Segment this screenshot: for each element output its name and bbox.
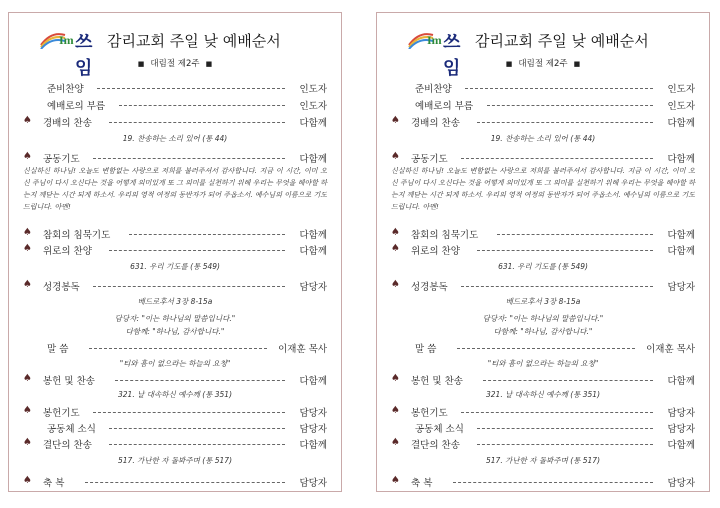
leader-dashes (129, 234, 285, 235)
spade-icon: ♠ (391, 437, 400, 448)
order-item-news (23, 421, 327, 435)
order-item-closing (391, 437, 695, 451)
week-text: 대림절 제2주 (150, 59, 200, 69)
order-item-offering (23, 373, 327, 387)
leader-dashes (461, 158, 653, 159)
item-label: 위로의 찬양 (43, 243, 94, 257)
spade-icon: ♠ (391, 405, 400, 416)
order-item-praise (23, 115, 327, 129)
leader-dashes (465, 88, 653, 89)
item-leader: 다함께 (297, 151, 327, 165)
item-label: 공동기도 (411, 151, 450, 165)
item-label: 공동체 소식 (47, 421, 98, 435)
item-leader: 다함께 (297, 437, 327, 451)
order-item-comfort (391, 243, 695, 257)
spade-icon: ♠ (391, 115, 400, 126)
week-label (377, 57, 709, 69)
leader-dashes (109, 250, 285, 251)
item-leader: 담당자 (665, 421, 695, 435)
scripture-reference: 베드로후서 3장 8-15a (505, 297, 581, 306)
leader-dashes (109, 444, 285, 445)
item-label: 봉헌 및 찬송 (411, 373, 465, 387)
item-label: 결단의 찬송 (43, 437, 94, 451)
order-item-comfort (23, 243, 327, 257)
leader-dashes (457, 348, 635, 349)
item-leader: 다함께 (665, 373, 695, 387)
spade-icon: ♠ (391, 373, 400, 384)
spade-icon: ♠ (391, 243, 400, 254)
order-item-prep-hymn (391, 81, 695, 95)
leader-dashes (109, 122, 285, 123)
spade-icon: ♠ (391, 227, 400, 238)
response-reader: 담당자: "이는 하나님의 말씀입니다." (114, 314, 236, 323)
order-item-sermon (23, 341, 327, 355)
item-leader: 다함께 (297, 373, 327, 387)
order-item-blessing (23, 475, 327, 489)
leader-dashes (97, 88, 285, 89)
item-label: 위로의 찬양 (411, 243, 462, 257)
spade-icon: ♠ (23, 279, 32, 290)
order-item-prayer (391, 151, 695, 165)
leader-dashes (89, 348, 267, 349)
leader-dashes (461, 286, 653, 287)
item-leader: 담당자 (665, 475, 695, 489)
order-item-call (23, 98, 327, 112)
item-label: 말 씀 (415, 341, 438, 355)
hymn-note: 631. 우리 기도를 (통 549) (498, 262, 588, 271)
leader-dashes (483, 380, 653, 381)
sermon-title: "티와 흠이 없으라는 하늘의 요청" (487, 359, 599, 368)
spade-icon: ♠ (23, 151, 32, 162)
item-label: 공동체 소식 (415, 421, 466, 435)
item-leader: 다함께 (665, 243, 695, 257)
square-bullet-icon: ■ (205, 60, 213, 68)
response-congregation: 다함께: "하나님, 감사합니다." (125, 327, 225, 336)
item-label: 봉헌기도 (43, 405, 82, 419)
hymn-note: 517. 가난한 자 돌봐주며 (통 517) (486, 456, 600, 465)
item-label: 봉헌 및 찬송 (43, 373, 97, 387)
square-bullet-icon: ■ (505, 60, 513, 68)
leader-dashes (93, 286, 285, 287)
bulletin-title: 감리교회 주일 낮 예배순서 (107, 32, 281, 50)
item-leader: 인도자 (297, 81, 327, 95)
week-text: 대림절 제2주 (518, 59, 568, 69)
item-leader: 인도자 (665, 81, 695, 95)
leader-dashes (487, 105, 653, 106)
item-label: 성경봉독 (411, 279, 450, 293)
order-item-prayer (23, 151, 327, 165)
item-leader: 다함께 (297, 243, 327, 257)
square-bullet-icon: ■ (573, 60, 581, 68)
response-reader: 담당자: "이는 하나님의 말씀입니다." (482, 314, 604, 323)
order-item-reading (391, 279, 695, 293)
item-leader: 다함께 (297, 115, 327, 129)
item-label: 봉헌기도 (411, 405, 450, 419)
scripture-reference: 베드로후서 3장 8-15a (137, 297, 213, 306)
spade-icon: ♠ (23, 437, 32, 448)
item-label: 결단의 찬송 (411, 437, 462, 451)
item-leader: 담당자 (297, 475, 327, 489)
logo-im-text: Im (59, 33, 74, 47)
leader-dashes (497, 234, 653, 235)
item-leader: 인도자 (665, 98, 695, 112)
leader-dashes (477, 428, 653, 429)
sermon-title: "티와 흠이 없으라는 하늘의 요청" (119, 359, 231, 368)
church-logo (39, 27, 99, 79)
order-item-reading (23, 279, 327, 293)
leader-dashes (453, 482, 653, 483)
spade-icon: ♠ (391, 279, 400, 290)
leader-dashes (85, 482, 285, 483)
order-item-call (391, 98, 695, 112)
item-label: 참회의 침묵기도 (43, 227, 112, 241)
order-item-closing (23, 437, 327, 451)
logo-sseum-text: 쓰임 (443, 32, 460, 79)
prayer-text: 신실하신 하나님! 오늘도 변함없는 사랑으로 저희를 불러주셔서 감사합니다. 지금 이 시간, 이미 오신 주님이 다시 오신다는 것을 어떻게 의미있게 또 그 의미를 실천하기 위해 우리는 무엇을 해야할 하는지 깨닫는 시간 되게 하소서. 우리의 영적 여정의 동반자가 되어 주옵소서. 예수님의 이름으로 기도드립니다. 아멘! (391, 167, 695, 211)
spade-icon: ♠ (391, 475, 400, 486)
leader-dashes (119, 105, 285, 106)
leader-dashes (93, 158, 285, 159)
hymn-note: 517. 가난한 자 돌봐주며 (통 517) (118, 456, 232, 465)
item-leader: 담당자 (297, 279, 327, 293)
item-label: 예배로의 부름 (47, 98, 107, 112)
spade-icon: ♠ (23, 227, 32, 238)
item-leader: 담당자 (665, 279, 695, 293)
hymn-note: 19. 찬송하는 소리 있어 (통 44) (490, 134, 596, 143)
week-label (9, 57, 341, 69)
leader-dashes (477, 444, 653, 445)
leader-dashes (109, 428, 285, 429)
bulletin-title: 감리교회 주일 낮 예배순서 (475, 32, 649, 50)
order-item-praise (391, 115, 695, 129)
item-label: 예배로의 부름 (415, 98, 475, 112)
item-label: 축 복 (411, 475, 434, 489)
logo-sseum-text: 쓰임 (75, 32, 92, 79)
item-leader: 인도자 (297, 98, 327, 112)
order-item-offering-prayer (23, 405, 327, 419)
spade-icon: ♠ (23, 373, 32, 384)
leader-dashes (115, 380, 285, 381)
item-leader: 다함께 (297, 227, 327, 241)
item-label: 말 씀 (47, 341, 70, 355)
leader-dashes (461, 412, 653, 413)
bulletin-page-left (8, 12, 342, 492)
leader-dashes (93, 412, 285, 413)
item-label: 경배의 찬송 (411, 115, 462, 129)
order-item-sermon (391, 341, 695, 355)
leader-dashes (477, 250, 653, 251)
church-logo (407, 27, 467, 79)
prayer-text: 신실하신 하나님! 오늘도 변함없는 사랑으로 저희를 불러주셔서 감사합니다. 지금 이 시간, 이미 오신 주님이 다시 오신다는 것을 어떻게 의미있게 또 그 의미를 실천하기 위해 우리는 무엇을 해야할 하는지 깨닫는 시간 되게 하소서. 우리의 영적 여정의 동반자가 되어 주옵소서. 예수님의 이름으로 기도드립니다. 아멘! (23, 167, 327, 211)
order-item-offering-prayer (391, 405, 695, 419)
item-label: 축 복 (43, 475, 66, 489)
item-label: 공동기도 (43, 151, 82, 165)
response-congregation: 다함께: "하나님, 감사합니다." (493, 327, 593, 336)
logo-im-text: Im (427, 33, 442, 47)
leader-dashes (477, 122, 653, 123)
hymn-note: 321. 날 대속하신 예수께 (통 351) (486, 390, 600, 399)
item-label: 참회의 침묵기도 (411, 227, 480, 241)
item-leader: 다함께 (665, 437, 695, 451)
order-item-prep-hymn (23, 81, 327, 95)
item-leader: 담당자 (665, 405, 695, 419)
item-leader: 다함께 (665, 151, 695, 165)
spade-icon: ♠ (391, 151, 400, 162)
item-leader: 담당자 (297, 421, 327, 435)
bulletin-page-right (376, 12, 710, 492)
spade-icon: ♠ (23, 243, 32, 254)
spade-icon: ♠ (23, 115, 32, 126)
hymn-note: 19. 찬송하는 소리 있어 (통 44) (122, 134, 228, 143)
order-item-silent-prayer (391, 227, 695, 241)
spade-icon: ♠ (23, 475, 32, 486)
item-leader: 이재훈 목사 (276, 341, 327, 355)
item-leader: 다함께 (665, 227, 695, 241)
item-leader: 이재훈 목사 (644, 341, 695, 355)
item-label: 준비찬양 (47, 81, 86, 95)
order-item-blessing (391, 475, 695, 489)
order-item-silent-prayer (23, 227, 327, 241)
hymn-note: 321. 날 대속하신 예수께 (통 351) (118, 390, 232, 399)
order-item-news (391, 421, 695, 435)
spade-icon: ♠ (23, 405, 32, 416)
item-label: 준비찬양 (415, 81, 454, 95)
hymn-note: 631. 우리 기도를 (통 549) (130, 262, 220, 271)
item-leader: 담당자 (297, 405, 327, 419)
item-label: 경배의 찬송 (43, 115, 94, 129)
item-leader: 다함께 (665, 115, 695, 129)
item-label: 성경봉독 (43, 279, 82, 293)
square-bullet-icon: ■ (137, 60, 145, 68)
order-item-offering (391, 373, 695, 387)
